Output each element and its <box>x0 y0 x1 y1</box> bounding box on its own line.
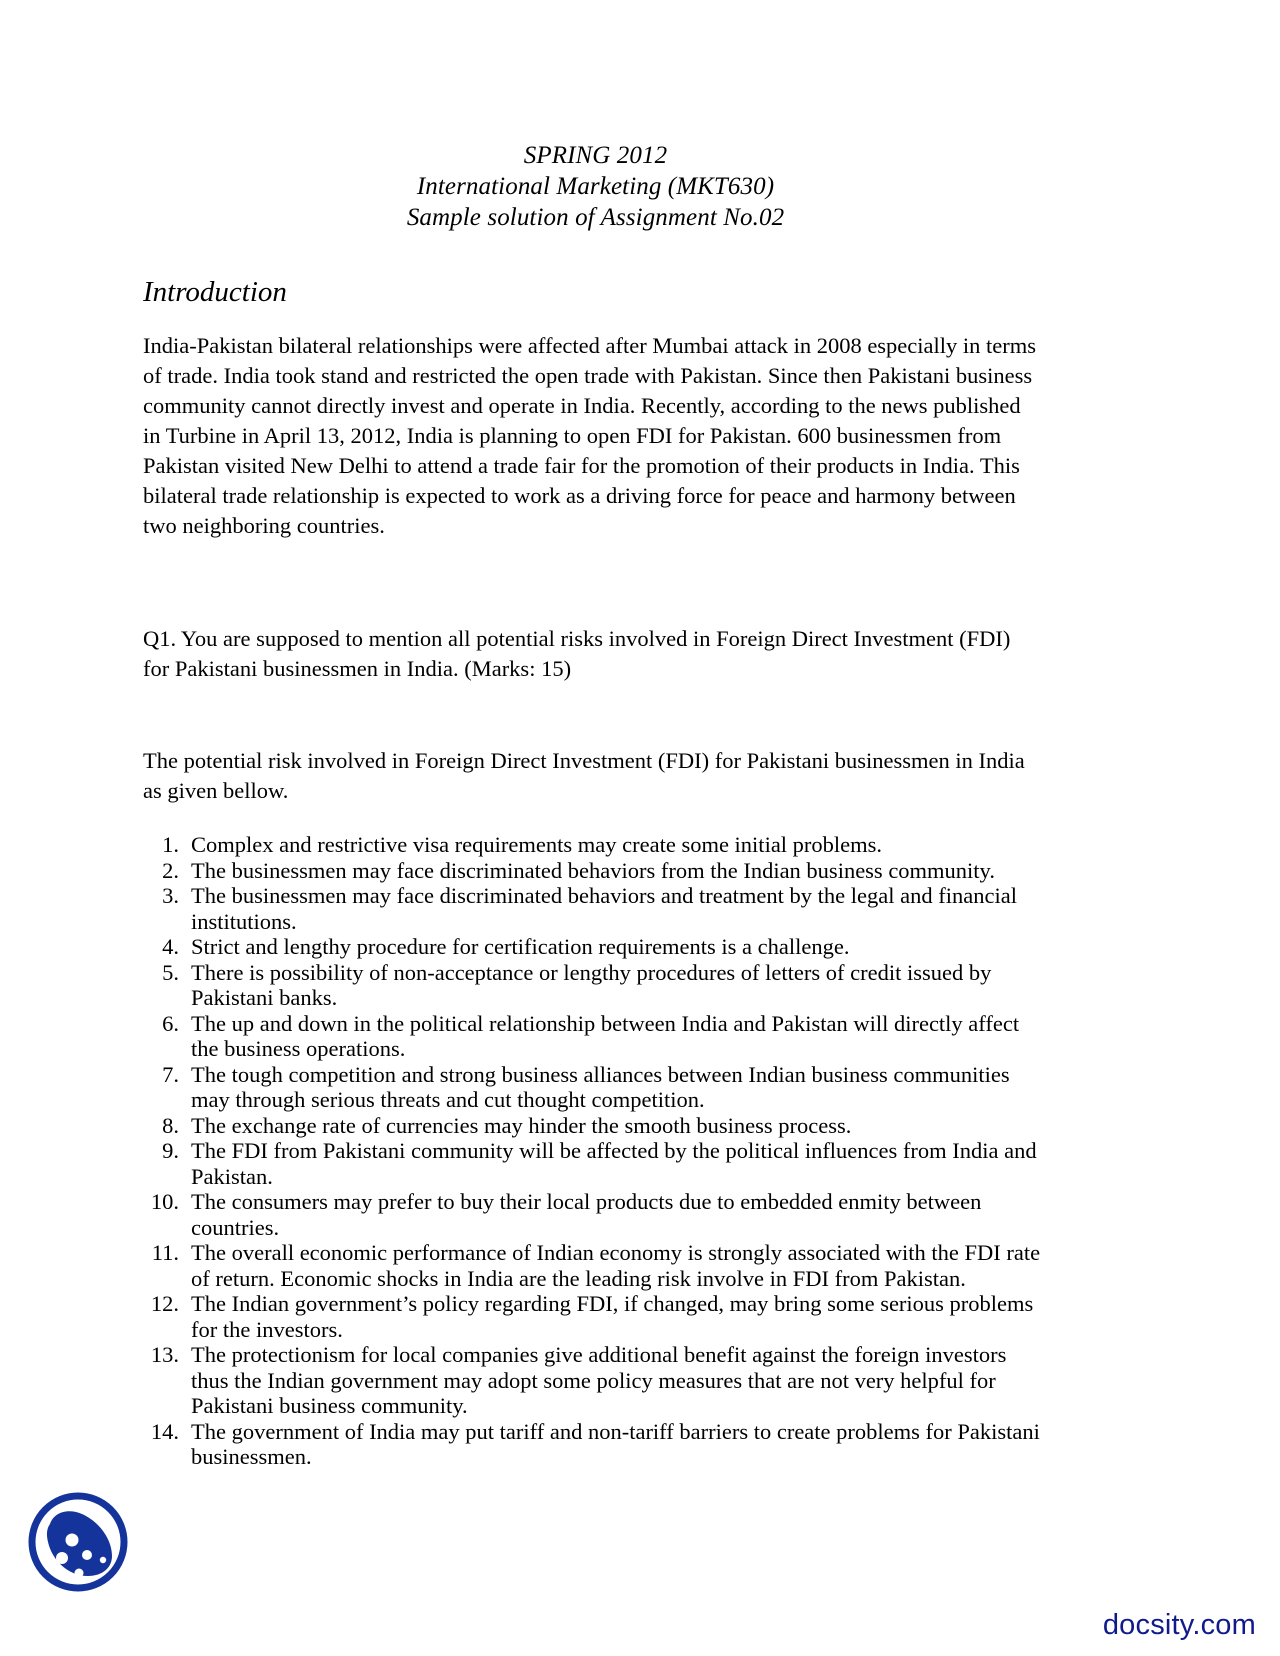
list-item-number: 3. <box>162 883 179 908</box>
document-content <box>143 0 1048 1470</box>
list-item-text: Strict and lengthy procedure for certification requirements is a challenge. <box>191 934 850 959</box>
title-line-2: International Marketing (MKT630) <box>416 173 775 200</box>
list-item <box>143 1138 1048 1189</box>
docsity-logo-icon <box>24 1488 132 1596</box>
section-heading-introduction: Introduction <box>143 276 287 308</box>
list-item <box>143 1062 1048 1113</box>
list-item-number: 4. <box>162 934 179 959</box>
risk-list <box>143 832 1048 1470</box>
list-item-number: 6. <box>162 1010 179 1036</box>
list-item-text: The FDI from Pakistani community will be affected by the political influences from India and Pakistan. <box>191 1138 1037 1189</box>
list-item <box>143 858 1048 884</box>
list-item-text: The consumers may prefer to buy their local products due to embedded enmity between countries. <box>191 1189 982 1240</box>
list-item <box>143 1291 1048 1342</box>
list-item-number: 2. <box>162 857 179 883</box>
list-item-number: 11. <box>151 1240 179 1265</box>
list-item-text: The exchange rate of currencies may hinder the smooth business process. <box>191 1112 852 1138</box>
list-item-text: The businessmen may face discriminated behaviors and treatment by the legal and financial institutions. <box>191 883 1017 934</box>
list-item-text: There is possibility of non-acceptance or lengthy procedures of letters of credit issued by Pakistani banks. <box>191 959 992 1010</box>
list-item-number: 10. <box>150 1189 179 1214</box>
list-item-number: 1. <box>162 832 179 857</box>
list-item-number: 5. <box>162 959 179 985</box>
list-item <box>143 1189 1048 1240</box>
list-item-text: The protectionism for local companies give additional benefit against the foreign investors thus the Indian government may adopt some policy measures that are not very helpful for Pakistani business community. <box>191 1342 1007 1418</box>
introduction-paragraph: India-Pakistan bilateral relationships were affected after Mumbai attack in 2008 especially in terms of trade. India took stand and restricted the open trade with Pakistan. Since then Pakistani business community cannot directly invest and operate in India. Recently, according to the news published in Turbine in April 13, 2012, India is planning to open FDI for Pakistan. 600 businessmen from Pakistan visited New Delhi to attend a trade fair for the promotion of their products in India. This bilateral trade relationship is expected to work as a driving force for peace and harmony between two neighboring countries. <box>143 333 1037 538</box>
list-item-text: The government of India may put tariff and non-tariff barriers to create problems for Pakistani businessmen. <box>191 1418 1040 1469</box>
question-text: Q1. You are supposed to mention all potential risks involved in Foreign Direct Investment (FDI) for Pakistani businessmen in India. (Marks: 15) <box>143 626 1011 681</box>
title-line-3: Sample solution of Assignment No.02 <box>406 204 785 231</box>
list-item-number: 13. <box>150 1342 179 1367</box>
list-item-number: 9. <box>162 1138 179 1163</box>
list-item-text: The tough competition and strong business alliances between Indian business communities may through serious threats and cut thought competition. <box>191 1061 1010 1112</box>
list-item-text: The businessmen may face discriminated behaviors from the Indian business community. <box>191 857 995 883</box>
docsity-brand-text: docsity.com <box>1102 1609 1256 1641</box>
list-item <box>143 1011 1048 1062</box>
document-title-block <box>143 0 1048 233</box>
answer-lead-paragraph: The potential risk involved in Foreign Direct Investment (FDI) for Pakistani businessmen in India as given bellow. <box>143 748 1025 803</box>
list-item-number: 7. <box>162 1061 179 1087</box>
title-line-1: SPRING 2012 <box>523 142 668 169</box>
list-item <box>143 883 1048 934</box>
list-item-text: Complex and restrictive visa requirements may create some initial problems. <box>191 832 883 857</box>
list-item-number: 14. <box>150 1418 179 1444</box>
list-item <box>143 1419 1048 1470</box>
list-item <box>143 1113 1048 1139</box>
list-item <box>143 934 1048 960</box>
list-item <box>143 832 1048 858</box>
list-item-text: The overall economic performance of Indian economy is strongly associated with the FDI rate of return. Economic shocks in India are the leading risk involve in FDI from Pakistan. <box>191 1240 1041 1291</box>
list-item-text: The Indian government’s policy regarding FDI, if changed, may bring some serious problems for the investors. <box>191 1291 1034 1342</box>
list-item <box>143 960 1048 1011</box>
list-item-number: 8. <box>162 1112 179 1138</box>
list-item-number: 12. <box>150 1291 179 1316</box>
list-item <box>143 1240 1048 1291</box>
list-item-text: The up and down in the political relationship between India and Pakistan will directly affect the business operations. <box>191 1010 1020 1061</box>
list-item <box>143 1342 1048 1419</box>
